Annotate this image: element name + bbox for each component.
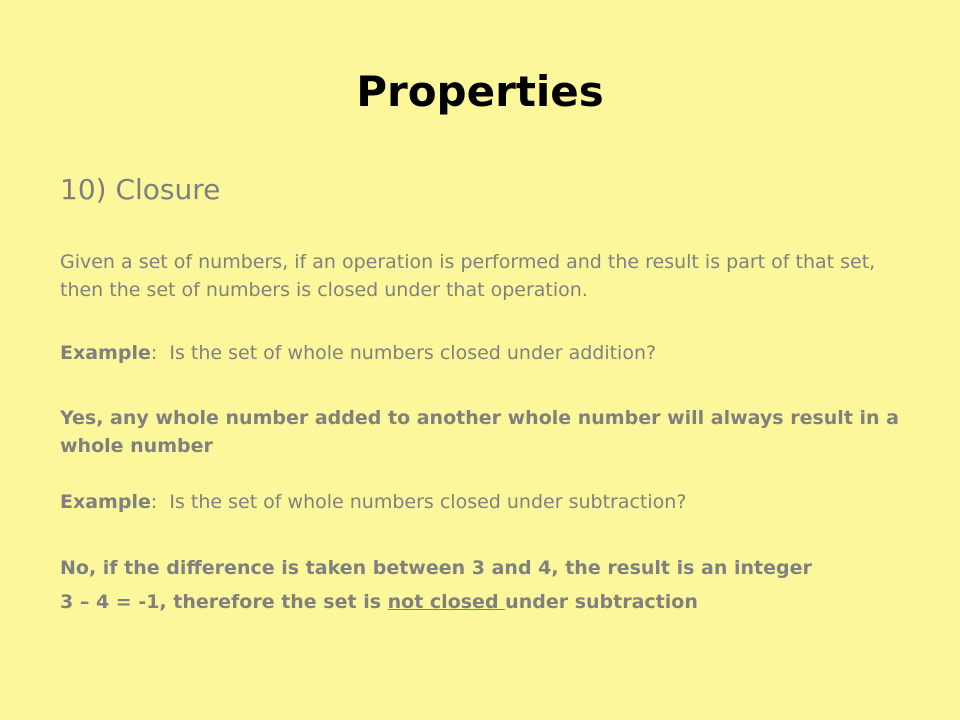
slide-subtitle: 10) Closure <box>60 173 221 206</box>
answer-3-start: 3 – 4 = -1, therefore the set is <box>60 591 388 613</box>
answer-3 <box>60 588 900 616</box>
example-2 <box>60 488 900 516</box>
example-2-question: Is the set of whole numbers closed under subtraction? <box>169 491 687 513</box>
slide-title: Properties <box>356 67 604 116</box>
definition-text: Given a set of numbers, if an operation is performed and the result is part of that set, then the set of numbers is closed under that operation. <box>60 251 876 301</box>
answer-1: Yes, any whole number added to another whole number will always result in a whole number <box>60 407 899 457</box>
example-1-separator: : <box>150 342 170 364</box>
answer-2: No, if the difference is taken between 3 and 4, the result is an integer <box>60 557 812 579</box>
example-2-label: Example <box>60 491 151 513</box>
example-1-label: Example <box>60 342 151 364</box>
answer-3-end: under subtraction <box>505 591 698 613</box>
example-1-question: Is the set of whole numbers closed under addition? <box>169 342 657 364</box>
example-2-separator: : <box>150 491 170 513</box>
example-1 <box>60 339 900 367</box>
answer-3-underlined: not closed <box>387 591 506 613</box>
